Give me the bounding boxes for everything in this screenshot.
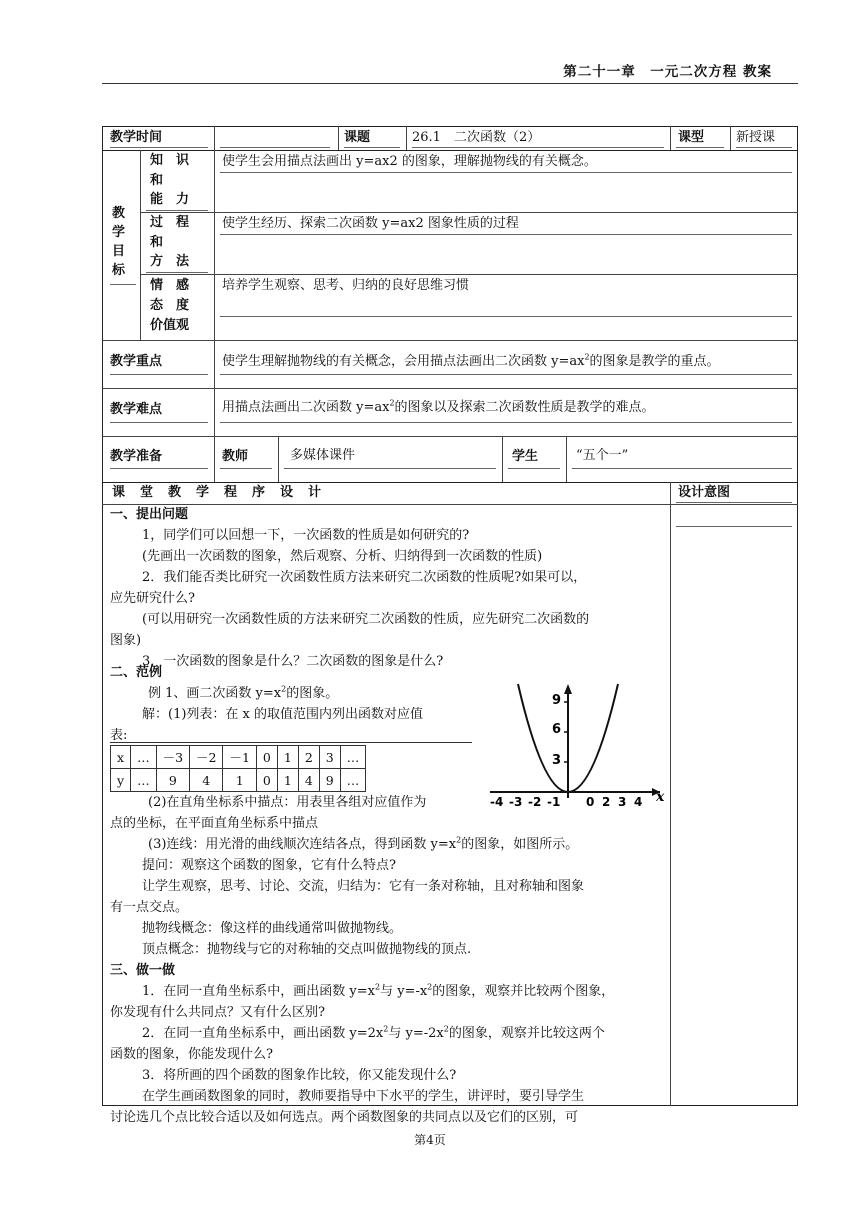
teacher-label: 教师 <box>222 449 249 464</box>
section-example: 二、范例 例 1、画二次函数 $y=x^2$的图象。 解：(1)列表：在 x 的取值范围内列出函数对应值 表: <box>110 665 424 743</box>
table-row-y: y … 9 4 1 0 1 4 9 … <box>111 769 366 792</box>
y-tick-3: 3 <box>552 753 562 768</box>
y-tick-9: 9 <box>552 693 562 708</box>
emotion-label: 情 感 态 度 价值观 <box>150 278 190 333</box>
x-tick-4: 4 <box>634 795 643 808</box>
key-point-text: 使学生理解抛物线的有关概念，会用描点法画出二次函数 $y=ax^2$的图象是教学的重点。 <box>222 352 720 369</box>
teaching-goals-label: 教 学 目 标 <box>112 206 126 278</box>
topic-label: 课题 <box>344 130 371 145</box>
knowledge-text: 使学生会用描点法画出 y=ax2 的图象，理解抛物线的有关概念。 <box>222 154 597 169</box>
page-header <box>102 62 798 84</box>
difficulty-label: 教学难点 <box>110 402 163 417</box>
table-row-x: x … －3 －2 －1 0 1 2 3 … <box>111 746 366 769</box>
section-example-steps: (2)在直角坐标系中描点：用表里各组对应值作为 点的坐标，在平面直角坐标系中描点 (3)连线：用光滑的曲线顺次连结各点，得到函数 $y=x^2$的图象，如图所示。 提问：观察这个函数的图象，它有什么特点? 让学生观察，思考、讨论、交流，归结为：它有一条对称轴，且对称轴和图象 有一点交点。 抛物线概念：像这样的曲线通常叫做抛物线。 顶点概念：抛物线与它的对称轴的交点叫做抛物线的顶点. <box>110 795 585 957</box>
teacher-value: 多媒体课件 <box>290 448 356 463</box>
x-tick-neg4: -4 <box>490 795 504 808</box>
header-title: 第二十一章 一元二次方程 教案 <box>563 64 772 80</box>
y-tick-6: 6 <box>552 722 562 737</box>
difficulty-text: 用描点法画出二次函数 $y=ax^2$的图象以及探索二次函数性质是教学的难点。 <box>222 398 655 415</box>
x-axis-label: x <box>656 789 665 805</box>
preparation-label: 教学准备 <box>110 449 163 464</box>
teaching-time-label: 教学时间 <box>110 130 163 145</box>
value-table <box>110 745 366 792</box>
x-tick-neg1: -1 <box>547 795 561 808</box>
section-ask-questions: 一、提出问题 1，同学们可以回想一下，一次函数的性质是如何研究的? (先画出一次函数的图象，然后观察、分析、归纳得到一次函数的性质) 2．我们能否类比研究一次函数性质方法来研究二次函数的性质呢?如果可以， 应先研究什么? (可以用研究一次函数性质的方法来研究二次函数的性质，应先研究二次函数的 图象) 3．一次函数的图象是什么？二次函数的图象是什么? <box>110 507 590 669</box>
page-number: 第4页 <box>414 1133 446 1147</box>
x-tick-3: 3 <box>618 795 627 808</box>
x-tick-neg3: -3 <box>509 795 523 808</box>
section-try-it: 三、做一做 1．在同一直角坐标系中，画出函数 $y=x^2$与 $y=-x^2$的图象，观察并比较两个图象， 你发现有什么共同点？又有什么区别? 2．在同一直角坐标系中，画出函数 $y=2x^2$与 $y=-2x^2$的图象，观察并比较这两个 函数的图象，你能发现什么? 3．将所画的四个函数的图象作比较，你又能发现什么? 在学生画函数图象的同时，教师要指导中下水平的学生，讲评时，要引导学生 讨论选几个点比较合适以及如何选点。两个函数图象的共同点以及它们的区别，可 <box>110 963 615 1125</box>
key-point-label: 教学重点 <box>110 354 163 369</box>
lesson-type-label: 课型 <box>678 130 705 145</box>
program-design-label: 课 堂 教 学 程 序 设 计 <box>112 485 323 500</box>
topic-value: 26.1 二次函数（2） <box>412 130 541 145</box>
lesson-type-value: 新授课 <box>736 130 776 145</box>
emotion-text: 培养学生观察、思考、归纳的良好思维习惯 <box>222 278 470 293</box>
student-label: 学生 <box>512 449 539 464</box>
design-intent-label: 设计意图 <box>678 485 731 500</box>
parabola-graph <box>482 680 668 808</box>
x-tick-neg2: -2 <box>528 795 542 808</box>
process-text: 使学生经历、探索二次函数 y=ax2 图象性质的过程 <box>222 216 519 231</box>
x-tick-2: 2 <box>602 795 611 808</box>
process-label: 过 程 和 方 法 <box>150 215 190 269</box>
x-tick-0: 0 <box>586 795 595 808</box>
knowledge-label: 知 识 和 能 力 <box>150 153 190 207</box>
student-value: “五个一” <box>576 448 629 463</box>
